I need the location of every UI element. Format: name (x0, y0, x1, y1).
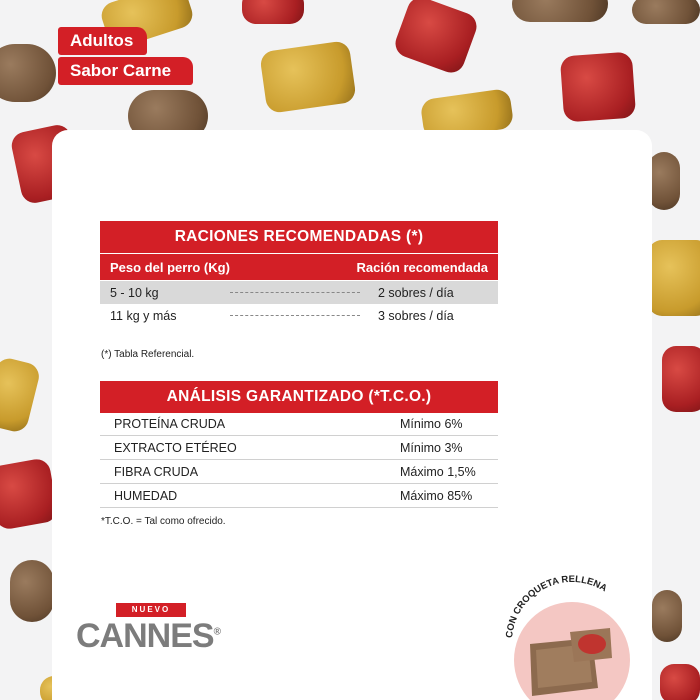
table-row (100, 436, 498, 460)
nuevo-ribbon: NUEVO (116, 603, 186, 617)
table-row (100, 281, 498, 304)
kibble-piece (0, 457, 59, 531)
rations-title: RACIONES RECOMENDADAS (*) (100, 221, 498, 253)
brand-logo (76, 597, 236, 667)
registered-mark: ® (213, 626, 220, 638)
analysis-title: ANÁLISIS GARANTIZADO (*T.C.O.) (100, 381, 498, 413)
product-tag-flavor: Sabor Carne (58, 57, 193, 85)
table-row (100, 412, 498, 436)
kibble-piece (0, 44, 56, 102)
analysis-name: PROTEÍNA CRUDA (114, 416, 226, 431)
table-row (100, 484, 498, 508)
dotted-leader (230, 315, 360, 316)
analysis-name: FIBRA CRUDA (114, 464, 199, 479)
badge-arc-text: CON CROQUETA RELLENA (504, 573, 609, 639)
rations-footnote: (*) Tabla Referencial. (101, 349, 195, 360)
kibble-piece (259, 40, 357, 114)
ration-weight: 11 kg y más (110, 308, 177, 323)
rations-header-row (100, 254, 498, 280)
kibble-piece (648, 240, 700, 316)
rations-col-ration: Ración recomendada (356, 259, 488, 275)
kibble-piece (660, 664, 700, 700)
analysis-value: Máximo 85% (400, 488, 473, 503)
ration-amount: 3 sobres / día (378, 308, 454, 323)
ration-weight: 5 - 10 kg (110, 285, 159, 300)
analysis-value: Mínimo 3% (400, 440, 463, 455)
analysis-value: Máximo 1,5% (400, 464, 476, 479)
brand-name (76, 617, 220, 656)
analysis-name: EXTRACTO ETÉREO (114, 440, 237, 455)
kibble-piece (560, 52, 636, 123)
kibble-piece (10, 560, 54, 622)
kibble-piece (632, 0, 700, 24)
analysis-name: HUMEDAD (114, 488, 178, 503)
ration-amount: 2 sobres / día (378, 285, 454, 300)
kibble-piece (0, 356, 42, 435)
product-tag-adultos: Adultos (58, 27, 147, 55)
kibble-piece (242, 0, 304, 24)
kibble-piece (662, 346, 700, 412)
table-row (100, 460, 498, 484)
kibble-piece (652, 590, 682, 642)
analysis-value: Mínimo 6% (400, 416, 463, 431)
rations-col-weight: Peso del perro (Kg) (110, 259, 230, 275)
analysis-footnote: *T.C.O. = Tal como ofrecido. (101, 516, 226, 527)
brand-wordmark: CANNES (76, 617, 214, 655)
croqueta-rellena-badge (492, 572, 642, 700)
kibble-piece (392, 0, 481, 76)
kibble-piece (648, 152, 680, 210)
table-row (100, 304, 498, 327)
kibble-piece (512, 0, 608, 22)
dotted-leader (230, 292, 360, 293)
